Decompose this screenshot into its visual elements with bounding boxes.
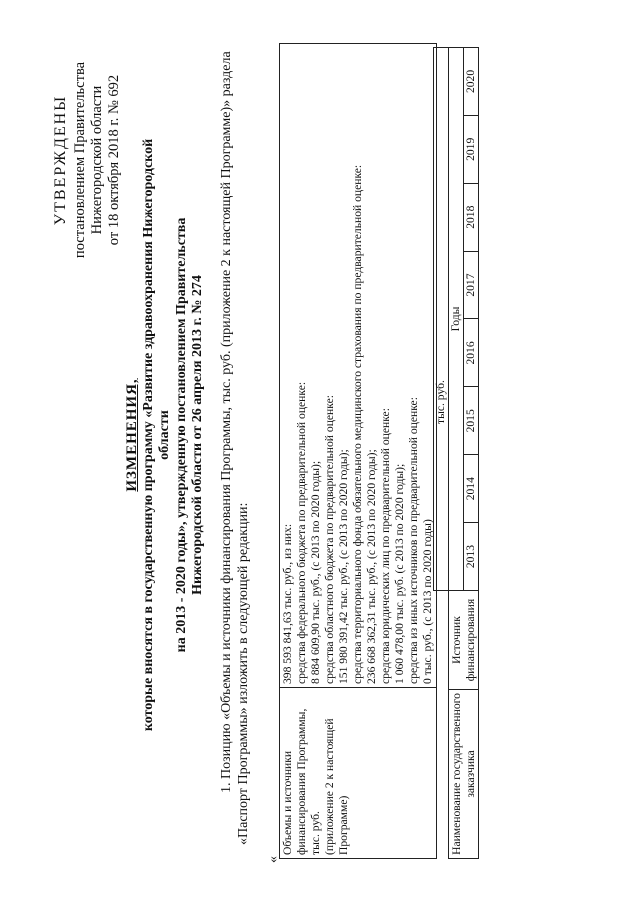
- opening-quote: «: [266, 856, 281, 863]
- year-cell: 2019: [464, 115, 479, 183]
- cell-line: 236 668 362,31 тыс. руб., (с 2013 по 2020 годы);: [365, 449, 378, 684]
- approval-line: от 18 октября 2018 г. № 692: [106, 74, 122, 246]
- cell-line: (приложение 2 к настоящей: [323, 718, 336, 855]
- cell-line: средства федерального бюджета по предварительной оценке:: [295, 381, 308, 684]
- cell-line: 8 884 609,90 тыс. руб., (с 2013 по 2020 годы);: [309, 460, 322, 684]
- cell-line: Программе): [337, 795, 350, 855]
- cell-line: Объемы и источники: [281, 750, 294, 855]
- approval-line: постановлением Правительства: [72, 61, 88, 259]
- instruction-paragraph: 1. Позицию «Объемы и источники финансирования Программы, тыс. руб. (приложение 2 к настоящей Программе)» раздела «Паспорт Программы» изложить в следующей редакции:: [219, 51, 251, 845]
- passport-label-cell: [280, 688, 437, 859]
- table-row: [434, 43, 449, 859]
- blank-cell: [434, 43, 449, 48]
- financing-years-table: [433, 43, 479, 859]
- title-line: на 2013 - 2020 годы», утвержденную постановлением Правительства: [173, 217, 189, 653]
- year-cell: 2013: [464, 523, 479, 591]
- cell-line: средства из иных источников по предварительной оценке:: [407, 397, 420, 684]
- year-cell: 2018: [464, 183, 479, 251]
- cell-line: 0 тыс. руб., (с 2013 по 2020 годы): [421, 519, 434, 684]
- year-cell: 2014: [464, 455, 479, 523]
- year-cell: 2015: [464, 387, 479, 455]
- cell-line: средства юридических лиц по предварительной оценке:: [379, 408, 392, 684]
- title-heading: ИЗМЕНЕНИЯ,: [124, 378, 140, 492]
- col-source-header: Источник финансирования: [449, 591, 479, 690]
- approval-heading: УТВЕРЖДЕНЫ: [52, 94, 69, 226]
- passport-table: [279, 43, 437, 859]
- table-row: [449, 43, 464, 859]
- cell-line: средства территориального фонда обязательного медицинского страхования по предварительной оценке:: [351, 164, 364, 684]
- unit-cell: тыс. руб.: [434, 48, 449, 591]
- col-customer-header: Наименование государственного заказчика: [449, 690, 479, 859]
- cell-line: 1 060 478,00 тыс. руб. (с 2013 по 2020 годы);: [393, 463, 406, 684]
- approval-line: Нижегородской области: [89, 85, 105, 235]
- cell-line: средства областного бюджета по предварительной оценке:: [323, 395, 336, 684]
- cell-line: 398 593 841,63 тыс. руб., из них:: [281, 523, 294, 684]
- approval-stamp: [52, 15, 123, 305]
- year-cell: 2017: [464, 251, 479, 319]
- year-cell: 2020: [464, 48, 479, 116]
- cell-line: финансирования Программы,: [295, 708, 308, 855]
- blank-cell: [434, 591, 449, 859]
- year-cell: 2016: [464, 319, 479, 387]
- table-row: [280, 44, 437, 859]
- title-line: Нижегородской области от 26 апреля 2013 г. № 274: [190, 275, 205, 595]
- years-header: Годы: [449, 48, 464, 591]
- passport-value-cell: [280, 44, 437, 688]
- cell-line: 151 980 391,42 тыс. руб., (с 2013 по 2020 годы);: [337, 449, 350, 684]
- cell-line: тыс. руб.: [309, 811, 322, 855]
- document-title: [124, 125, 207, 745]
- title-line: которые вносятся в государственную программу «Развитие здравоохранения Нижегородской области: [140, 138, 172, 732]
